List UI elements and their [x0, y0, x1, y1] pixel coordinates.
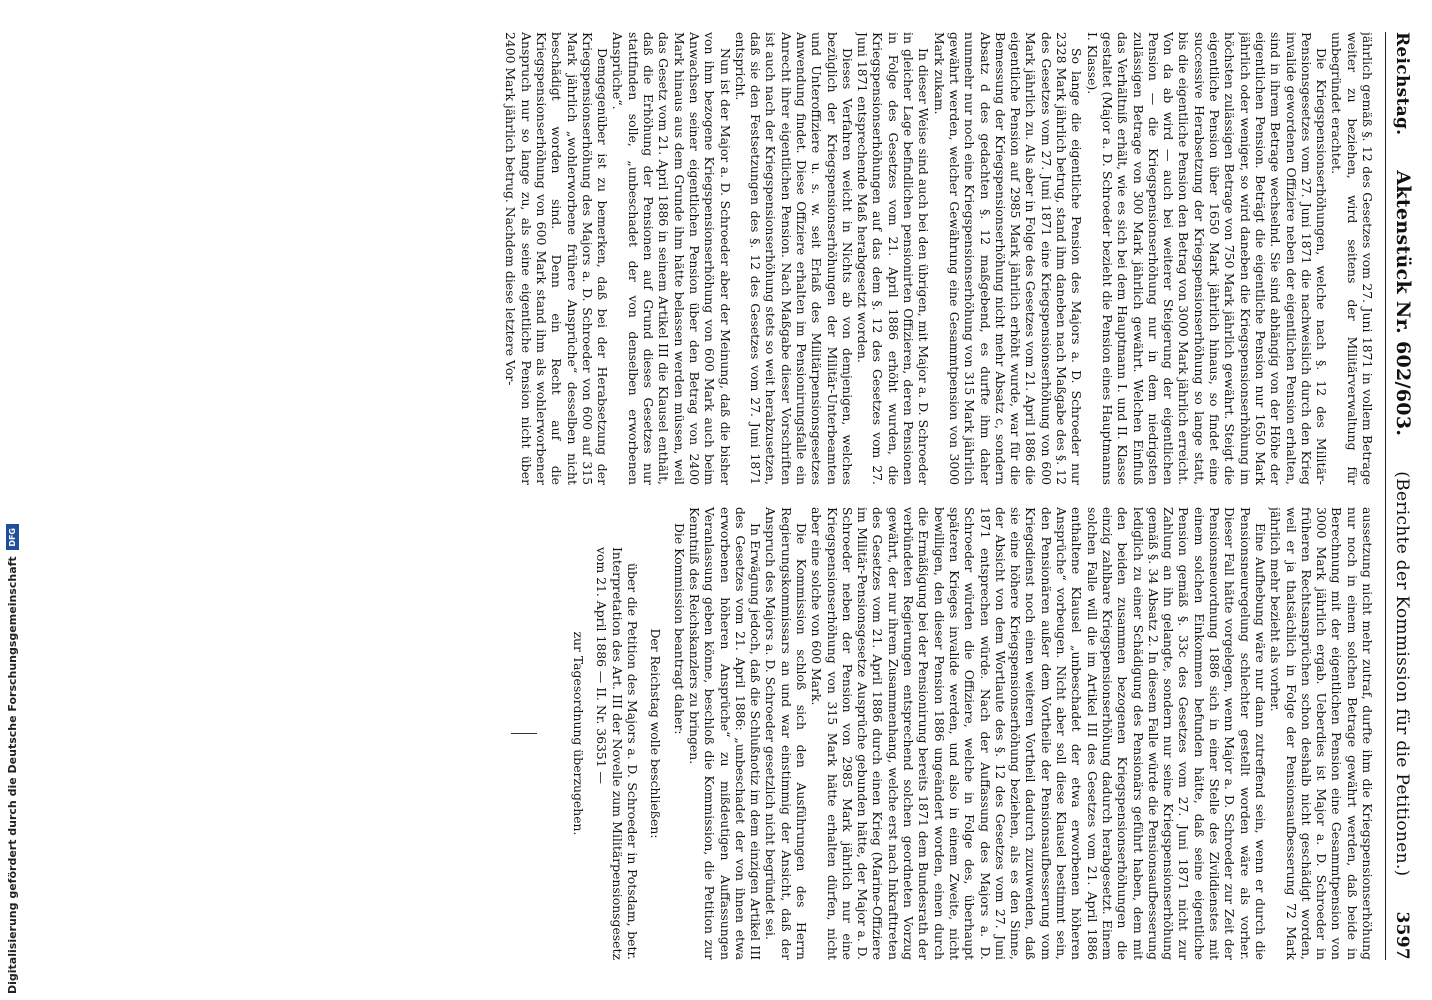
end-rule: [511, 733, 537, 734]
right-column: [45, 507, 1375, 960]
left-column: [45, 32, 1375, 485]
paragraph: In dieser Weise sind auch bei den übrigen, mit Major a. D. Schroeder in gleicher Lage befindlichen pensionirten Offizieren, deren Pensionen in Folge des Gesetzes vom 21. April 1886 erhöht wurden, die Kriegspensionserhöhungen auf das dem §. 12 des Gesetzes vom 27. Juni 1871 entsprechende Maß herabgesetzt worden.: [855, 32, 932, 485]
paragraph: aussetzung nicht mehr zutraf, durfte ihm die Kriegspensionserhöhung nur noch in einem solchen Betrage gewährt werden, daß beide in Berechnung mit der eigentlichen Pension eine Gesammtpension von 3000 Mark jährlich ergab. Ueberdies ist Major a. D. Schroeder in früheren Rechtsansprüchen schon deshalb nicht geschädigt worden, weil er ja thatsächlich in Folge der Pensionsaufbesserung 72 Mark jährlich mehr bezieht als vorher.: [1268, 507, 1375, 960]
paragraph: In Erwägung jedoch, daß die Schlußnotiz im dem einzigen Artikel III des Gesetzes vom 21. April 1886: „unbeschadet der von ihnen etwa erworbenen höheren Ansprüche“ zu mißdeutigen Auffassungen Veranlassung geben könne, beschloß die Kommission, die Petition zur Kenntniß des Reichskanzlers zu bringen.: [686, 507, 764, 960]
paragraph: Demgegenüber ist zu bemerken, daß bei der Herabsetzung der Kriegspensionserhöhung des Majors a. D. Schroeder von 600 auf 315 Mark jährlich „wohlerworbene frühere Ansprüche“ desselben nicht beschädigt worden sind. Denn ein Recht auf die Kriegspensionserhöhung von 600 Mark stand ihm als wohlerworbener Anspruch nur so lange zu, als seine eigentliche Pension nicht über 2400 Mark jährlich betrug. Nachdem diese letztere Vor-: [503, 32, 611, 485]
paragraph: Die Kommission beantragt daher:: [671, 523, 687, 735]
page-header: [1385, 32, 1414, 960]
paragraph: Die Kommission schloß sich den Ausführungen des Herrn Regierungskommissars an und war einstimmig der Ansicht, daß der Anspruch des Majors a. D. Schroeder gesetzlich nicht begründet sei.: [763, 507, 810, 960]
text-columns: [45, 32, 1375, 960]
paragraph: Eine Aufhebung wäre nur dann zutreffend sein, wenn er durch die Pensionsneuregelung schlechter gestellt worden wäre als vorher. Dieser Fall hätte vorgelegen, wenn Major a. D. Schroeder zur Zeit der Pensionsneuordnung 1886 sich in einer Stelle des Zivildienstes mit einem solchen Einkommen befunden hätte, daß seine eigentliche Pension gemäß §. 33c des Gesetzes vom 27. Juni 1871 nicht zur Zahlung an ihn gelangte, sondern nur seine Kriegspensionserhöhung gemäß §. 34 Absatz 2. In diesem Falle würde die Pensionsaufbesserung lediglich zu einer Schädigung des Pensionärs geführt haben, dem mit den beiden zusammen bezogenen Kriegspensionserhöhungen die einzig zahlbare Kriegspensionserhöhung dadurch herabgesetzt. Einem solchen Falle will die im Artikel III des Gesetzes vom 21. April 1886 enthaltene Klausel „unbeschadet der etwa erworbenen höheren Ansprüche“ vorbeugen. Nicht aber soll diese Klausel bestimmt sein, den Pensionären außer dem Vortheile der Pensionsaufbesserung vom Kriegsdienst noch einen weiteren Vortheil dadurch zuzuwenden, daß sie eine höhere Kriegspensionserhöhung beziehen, als es den Sinne, der Absicht von dem Wortlaute des §. 12 des Gesetzes vom 27. Juni 1871 entsprechen würde. Nach der Auffassung des Majors a. D. Schroeder würden die Offiziere, welche in Folge des, überhaupt späteren Krieges invalide werden, und also in einem Zweite, nicht bewilligen, den dieser Pension 1886 ungeändert worden, einen durch die Ermäßigung bei der Pensionirung bereits 1871 dem Bundesrath der verbündeten Regierungen entsprechend solchen geordneten Vorzug gewährt, der nur ihrem Zusammenhang, welche erst nach Inkrafttreten des Gesetzes vom 21. April 1886 durch einen Krieg (Marine-Offiziere im Militär-Pensionsgesetze Ausprüche gebunden hätte, der Major a. D. Schroeder neben der Pension von 2985 Mark jährlich nur eine Kriegspensionserhöhung von 315 Mark hätte erhalten dürfen, nicht aber eine solche von 600 Mark.: [809, 507, 1268, 960]
header-subtitle: (Berichte der Kommission für die Petitionen.): [1392, 471, 1412, 877]
header-title: Aktenstück Nr. 602/603.: [1392, 170, 1414, 437]
paragraph: So lange die eigentliche Pension des Majors a. D. Schroeder nur 2328 Mark jährlich betrug, stand ihm daneben nach Maßgabe des §. 12 des Gesetzes vom 27. Juni 1871 eine Kriegspensionserhöhung von 600 Mark jährlich zu. Als aber in Folge des Gesetzes vom 21. April 1886 die eigentliche Pension auf 2985 Mark jährlich erhöht wurde, war für die Bemessung der Kriegspensionserhöhung nicht mehr Absatz c, sondern Absatz d des gedachten §. 12 maßgebend, es durfte ihm daher nunmehr nur noch eine Kriegspensionserhöhung von 315 Mark jährlich gewährt werden, welcher Gewährung eine Gesammtpension von 3000 Mark zukam.: [931, 32, 1085, 485]
motion-text: über die Petition des Majors a. D. Schroeder in Potsdam, betr. Interpretation des Art. III der Novelle zum Militärpensionsgesetz vom 21. April 1886 — II. Nr. 36351 —: [594, 547, 641, 960]
motion-intro: Der Reichstag wolle beschließen:: [648, 628, 664, 839]
motion-closing: zur Tagesordnung überzugehen.: [571, 631, 587, 836]
dfg-logo-icon: DFG: [6, 524, 19, 550]
paragraph: Die Kriegspensionserhöhungen, welche nach §. 12 des Militär-Pensionsgesetzes vom 27. Juni 1871 die nachweislich durch den Krieg invalide gewordenen Offiziere neben der eigentlichen Pension erhalten, sind in ihrem Betrage wechselnd. Sie sind abhängig von der Höhe der eigentlichen Pension. Beträgt die eigentliche Pension nur 1650 Mark jährlich oder weniger, so wird daneben die Kriegspensionserhöhung im höchsten zulässigen Betrage von 750 Mark jährlich gewährt. Steigt die eigentliche Pension über 1650 Mark jährlich hinaus, so findet eine successive Herabsetzung der Kriegspensionserhöhung so lange statt, bis die eigentliche Pension den Betrag von 3000 Mark jährlich erreicht. Von da ab wird — auch bei weiterer Steigerung der eigentlichen Pension — die Kriegspensionserhöhung nur in dem niedrigsten zulässigen Betrage von 300 Mark jährlich gewährt. Welchen Einfluß das Verhältniß erhält, wie es sich bei dem Hauptmann I. und II. Klasse gestaltet (Major a. D. Schroeder bezieht die Pension eines Hauptmanns I. Klasse).: [1084, 32, 1330, 485]
paragraph: jährlich gemäß §. 12 des Gesetzes vom 27. Juni 1871 in vollem Betrage weiter zu beziehen, wird seitens der Militärverwaltung für unbegründet erachtet.: [1329, 32, 1375, 485]
dfg-funding-note: Digitalisierung gefördert durch die Deutsche Forschungsgemeinschaft: [5, 556, 19, 994]
header-left: Reichstag.: [1392, 32, 1412, 136]
paragraph: Dieses Verfahren weicht in Nichts ab von demjenigen, welches bezüglich der Kriegspensionserhöhungen der Militär-Unterbeamten und Unteroffiziere u. s. w. seit Erlaß des Militärpensionsgesetzes Anwendung findet. Diese Offiziere erhalten im Pensionirungsfalle ein Anrecht ihrer eigentlichen Pension. Nach Maßgabe dieser Vorschriften ist auch nach der Kriegspensionserhöhung stets so weit herabzusetzen, daß sie den Festsetzungen des §. 12 des Gesetzes vom 27. Juni 1871 entspricht.: [732, 32, 855, 485]
page-number: 3597: [1392, 911, 1412, 960]
paragraph: Nun ist der Major a. D. Schroeder aber der Meinung, daß die bisher von ihm bezogene Kriegspensionserhöhung von 600 Mark auch beim Anwachsen seiner eigentlichen Pension über den Betrag von 2400 Mark hinaus aus dem Grunde ihm hätte belassen werden müssen, weil das Gesetz vom 21. April 1886 in seinem Artikel III die Klausel enthält, daß die Erhöhung der Pensionen auf Grund dieses Gesetzes nur stattfinden solle, „unbeschadet der von denselben erworbenen Ansprüche“.: [610, 32, 733, 485]
